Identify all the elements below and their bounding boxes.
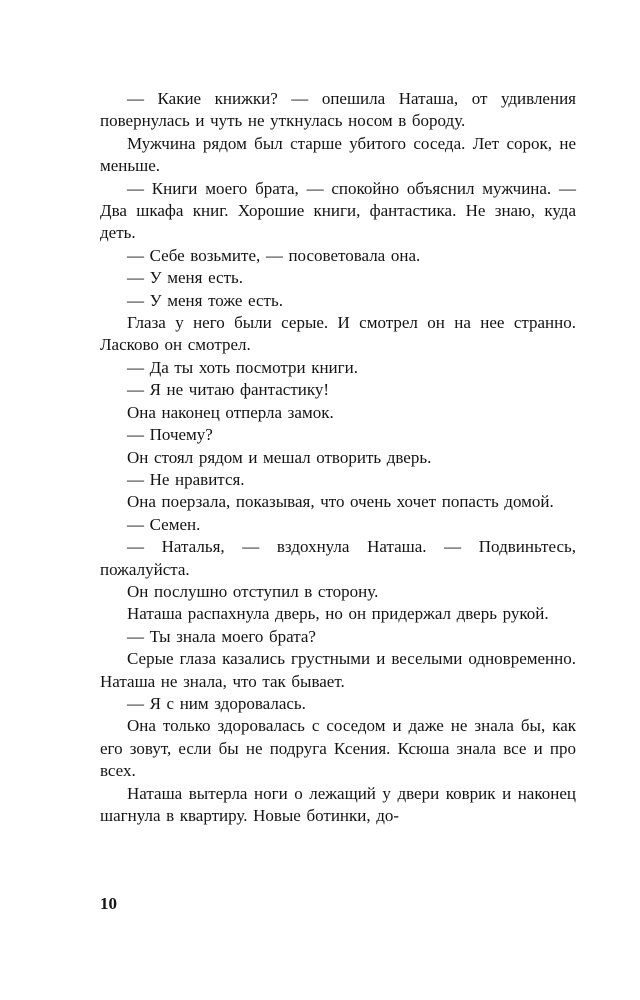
paragraph: — Ты знала моего брата? — [127, 626, 316, 646]
page-number: 10 — [100, 894, 117, 913]
paragraph: — Наталья, — вздохнула Наташа. — Подвиньтесь, пожалуйста. — [100, 537, 576, 579]
paragraph: Он стоял рядом и мешал отворить дверь. — [127, 447, 432, 467]
paragraph: Он послушно отступил в сторону. — [127, 581, 379, 601]
paragraph: — Какие книжки? — опешила Наташа, от удивления повернулась и чуть не уткнулась носом в бороду. — [100, 89, 576, 131]
paragraph: — Книги моего брата, — спокойно объяснил мужчина. — Два шкафа книг. Хорошие книги, фантастика. Не знаю, куда деть. — [100, 178, 576, 243]
paragraph: — Семен. — [127, 514, 201, 534]
paragraph: — У меня есть. — [127, 268, 244, 288]
text-block — [100, 88, 576, 827]
paragraph: — У меня тоже есть. — [127, 290, 283, 310]
paragraph: Она наконец отперла замок. — [127, 402, 334, 422]
paragraph: Наташа распахнула дверь, но он придержал дверь рукой. — [127, 604, 549, 624]
paragraph: Она поерзала, показывая, что очень хочет попасть домой. — [127, 492, 554, 512]
paragraph: Глаза у него были серые. И смотрел он на нее странно. Ласково он смотрел. — [100, 313, 576, 355]
paragraph: — Не нравится. — [127, 469, 245, 489]
paragraph: Наташа вытерла ноги о лежащий у двери коврик и наконец шагнула в квартиру. Новые ботинки, до- — [100, 783, 576, 825]
paragraph: — Почему? — [127, 425, 213, 445]
paragraph: — Себе возьмите, — посоветовала она. — [127, 245, 421, 265]
paragraph: Серые глаза казались грустными и веселыми одновременно. Наташа не знала, что так бывает. — [100, 649, 576, 691]
paragraph: — Да ты хоть посмотри книги. — [127, 357, 358, 377]
paragraph: Мужчина рядом был старше убитого соседа. Лет сорок, не меньше. — [100, 133, 576, 176]
paragraph: — Я с ним здоровалась. — [127, 693, 306, 713]
paragraph: — Я не читаю фантастику! — [127, 380, 330, 400]
paragraph: Она только здоровалась с соседом и даже не знала бы, как его зовут, если бы не подруга Ксения. Ксюша знала все и про всех. — [100, 716, 576, 781]
